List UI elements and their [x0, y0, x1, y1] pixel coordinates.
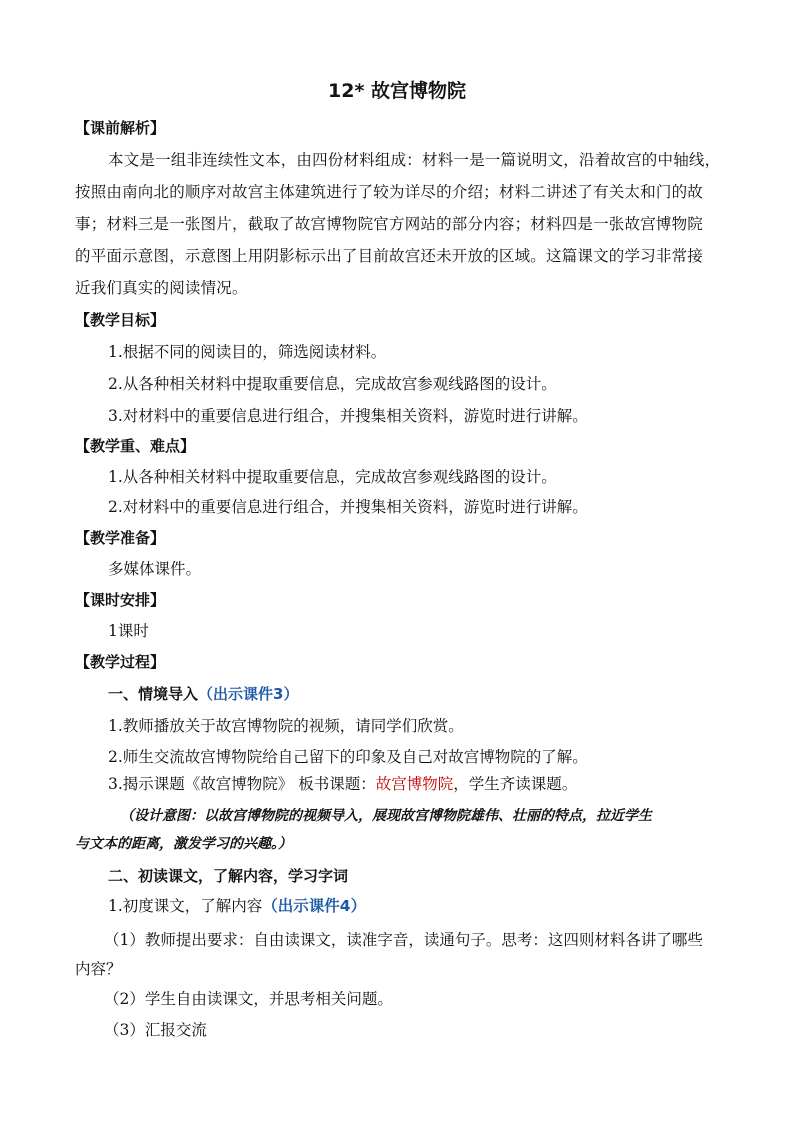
section2-item-1	[108, 896, 366, 916]
section1-item-3-post: ，学生齐读课题。	[453, 775, 578, 793]
section1-item-1: 1.教师播放关于故宫博物院的视频，请同学们欣赏。	[108, 717, 464, 735]
section1-title-text: 一、情境导入	[108, 685, 199, 703]
goal-item-2: 2.从各种相关材料中提取重要信息，完成故宫参观线路图的设计。	[108, 375, 557, 393]
section2-title: 二、初读课文，了解内容，学习字词	[108, 867, 349, 885]
section1-title	[108, 684, 298, 704]
preparation-heading: 【教学准备】	[75, 529, 166, 547]
section2-courseware: （出示课件4）	[262, 897, 367, 915]
schedule-text: 1课时	[108, 622, 149, 640]
analysis-line-3: 事；材料三是一张图片，截取了故宫博物院官方网站的部分内容；材料四是一张故宫博物院	[75, 215, 704, 233]
section1-item-2: 2.师生交流故宫博物院给自己留下的印象及自己对故宫博物院的了解。	[108, 748, 588, 766]
page-title: 12* 故宫博物院	[328, 80, 466, 102]
design-intent-line-1: （设计意图：以故宫博物院的视频导入，展现故宫博物院雄伟、壮丽的特点，拉近学生	[120, 808, 652, 824]
section1-item-3	[108, 774, 577, 794]
goal-item-1: 1.根据不同的阅读目的，筛选阅读材料。	[108, 343, 387, 361]
section2-sub-1-line-2: 内容？	[75, 960, 122, 978]
section2-sub-2: （2）学生自由读课文，并思考相关问题。	[104, 990, 393, 1008]
key-point-item-2: 2.对材料中的重要信息进行组合，并搜集相关资料，游览时进行讲解。	[108, 498, 588, 516]
preparation-text: 多媒体课件。	[108, 560, 202, 578]
section2-sub-1-line-1: （1）教师提出要求：自由读课文，读准字音，读通句子。思考：这四则材料各讲了哪些	[104, 931, 703, 949]
key-points-heading: 【教学重、难点】	[75, 437, 196, 455]
process-heading: 【教学过程】	[75, 653, 166, 671]
analysis-line-1: 本文是一组非连续性文本，由四份材料组成：材料一是一篇说明文，沿着故宫的中轴线，	[108, 151, 721, 169]
section1-item-3-pre: 3.揭示课题《故宫博物院》 板书课题：	[108, 775, 376, 793]
analysis-line-2: 按照由南向北的顺序对故宫主体建筑进行了较为详尽的介绍；材料二讲述了有关太和门的故	[75, 183, 704, 201]
goal-item-3: 3.对材料中的重要信息进行组合，并搜集相关资料，游览时进行讲解。	[108, 407, 588, 425]
board-title: 故宫博物院	[375, 775, 454, 793]
analysis-heading: 【课前解析】	[75, 119, 166, 137]
section2-sub-3: （3）汇报交流	[104, 1021, 207, 1039]
key-point-item-1: 1.从各种相关材料中提取重要信息，完成故宫参观线路图的设计。	[108, 468, 557, 486]
section2-item-1-text: 1.初度课文，了解内容	[108, 897, 263, 915]
schedule-heading: 【课时安排】	[75, 591, 166, 609]
section1-courseware: （出示课件3）	[198, 685, 299, 703]
analysis-line-5: 近我们真实的阅读情况。	[75, 279, 248, 297]
design-intent-line-2: 与文本的距离，激发学习的兴趣。）	[75, 836, 292, 852]
goals-heading: 【教学目标】	[75, 311, 166, 329]
analysis-line-4: 的平面示意图，示意图上用阴影标示出了目前故宫还未开放的区域。这篇课文的学习非常接	[75, 247, 704, 265]
